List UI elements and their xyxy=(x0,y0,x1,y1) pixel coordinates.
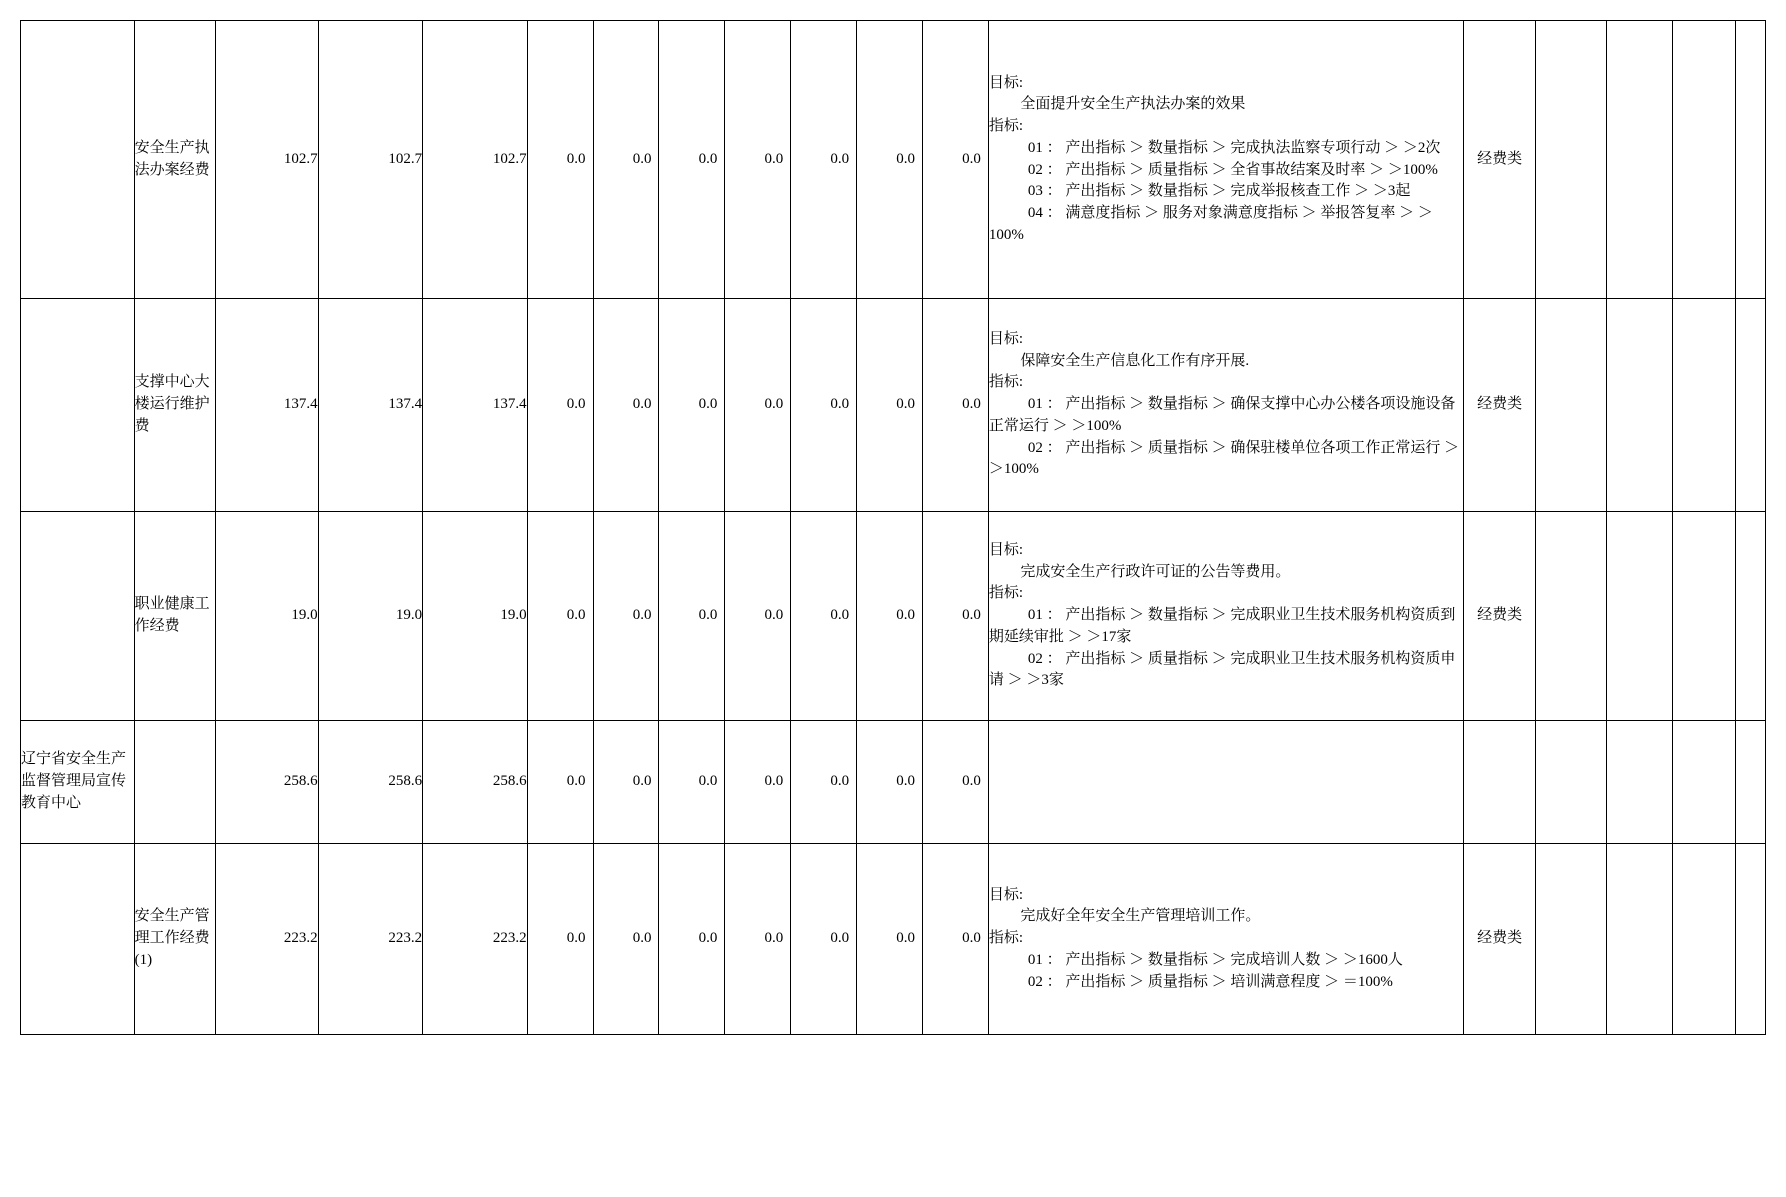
amount-cell: 0.0 xyxy=(791,512,857,721)
amount-cell: 0.0 xyxy=(593,512,659,721)
extra-cell xyxy=(1672,512,1736,721)
indicator-item: 02 ： 产出指标 ＞ 质量指标 ＞ 培训满意程度 ＞ ＝100% xyxy=(1027,973,1393,990)
extra-cell xyxy=(1536,299,1606,512)
amount-cell: 0.0 xyxy=(857,721,923,844)
extra-cell xyxy=(1736,21,1766,299)
amount-cell: 0.0 xyxy=(791,721,857,844)
amount-cell: 0.0 xyxy=(659,299,725,512)
project-cell: 安全生产执法办案经费 xyxy=(134,21,216,299)
org-cell xyxy=(21,21,135,299)
amount-cell: 0.0 xyxy=(659,721,725,844)
amount-cell: 0.0 xyxy=(725,512,791,721)
org-cell xyxy=(21,512,135,721)
table-row xyxy=(21,21,1766,299)
amount-cell: 0.0 xyxy=(791,844,857,1035)
indicator-item: 04 ： 满意度指标 ＞ 服务对象满意度指标 ＞ 举报答复率 ＞ ＞100% xyxy=(988,205,1433,243)
indicator-cell xyxy=(988,844,1463,1035)
indicator-cell xyxy=(988,721,1463,844)
table-body xyxy=(21,21,1766,1035)
project-cell: 安全生产管理工作经费(1) xyxy=(134,844,216,1035)
amount-cell: 223.2 xyxy=(318,844,423,1035)
amount-cell: 0.0 xyxy=(725,299,791,512)
amount-cell: 223.2 xyxy=(423,844,528,1035)
amount-cell: 137.4 xyxy=(216,299,318,512)
org-cell: 辽宁省安全生产监督管理局宣传教育中心 xyxy=(21,721,135,844)
type-cell: 经费类 xyxy=(1463,299,1536,512)
project-cell xyxy=(134,721,216,844)
extra-cell xyxy=(1606,721,1672,844)
budget-table xyxy=(20,20,1766,1035)
amount-cell: 258.6 xyxy=(423,721,528,844)
extra-cell xyxy=(1606,512,1672,721)
amount-cell: 0.0 xyxy=(527,844,593,1035)
extra-cell xyxy=(1536,512,1606,721)
goal-label: 目标: xyxy=(988,886,1024,903)
amount-cell: 258.6 xyxy=(216,721,318,844)
amount-cell: 137.4 xyxy=(423,299,528,512)
index-label: 指标: xyxy=(988,118,1024,134)
extra-cell xyxy=(1606,21,1672,299)
extra-cell xyxy=(1536,721,1606,844)
amount-cell: 0.0 xyxy=(923,21,989,299)
indicator-item: 01 ： 产出指标 ＞ 数量指标 ＞ 完成职业卫生技术服务机构资质到期延续审批 ＞ ＞17家 xyxy=(988,607,1456,645)
extra-cell xyxy=(1606,299,1672,512)
goal-text: 完成安全生产行政许可证的公告等费用。 xyxy=(1020,563,1291,580)
index-label: 指标: xyxy=(988,585,1024,602)
amount-cell: 0.0 xyxy=(659,512,725,721)
amount-cell: 0.0 xyxy=(725,21,791,299)
index-label: 指标: xyxy=(988,374,1024,391)
amount-cell: 19.0 xyxy=(216,512,318,721)
indicator-item: 01 ： 产出指标 ＞ 数量指标 ＞ 确保支撑中心办公楼各项设施设备正常运行 ＞ ＞100% xyxy=(988,396,1456,434)
goal-text: 保障安全生产信息化工作有序开展. xyxy=(1020,352,1250,369)
type-cell xyxy=(1463,721,1536,844)
indicator-cell xyxy=(988,21,1463,299)
goal-text: 完成好全年安全生产管理培训工作。 xyxy=(1020,908,1261,925)
amount-cell: 137.4 xyxy=(318,299,423,512)
amount-cell: 223.2 xyxy=(216,844,318,1035)
indicator-item: 01 ： 产出指标 ＞ 数量指标 ＞ 完成执法监察专项行动 ＞ ＞2次 xyxy=(1027,139,1441,156)
goal-label: 目标: xyxy=(988,541,1024,558)
amount-cell: 0.0 xyxy=(593,844,659,1035)
amount-cell: 0.0 xyxy=(593,299,659,512)
amount-cell: 258.6 xyxy=(318,721,423,844)
type-cell: 经费类 xyxy=(1463,844,1536,1035)
amount-cell: 0.0 xyxy=(923,299,989,512)
type-cell: 经费类 xyxy=(1463,21,1536,299)
amount-cell: 0.0 xyxy=(593,721,659,844)
extra-cell xyxy=(1672,299,1736,512)
extra-cell xyxy=(1672,844,1736,1035)
amount-cell: 102.7 xyxy=(423,21,528,299)
table-row xyxy=(21,512,1766,721)
extra-cell xyxy=(1606,844,1672,1035)
amount-cell: 0.0 xyxy=(923,844,989,1035)
org-cell xyxy=(21,844,135,1035)
project-cell: 支撑中心大楼运行维护费 xyxy=(134,299,216,512)
extra-cell xyxy=(1736,721,1766,844)
amount-cell: 0.0 xyxy=(923,721,989,844)
amount-cell: 0.0 xyxy=(527,512,593,721)
amount-cell: 0.0 xyxy=(791,21,857,299)
indicator-item: 01 ： 产出指标 ＞ 数量指标 ＞ 完成培训人数 ＞ ＞1600人 xyxy=(1027,951,1403,968)
extra-cell xyxy=(1736,299,1766,512)
goal-label: 目标: xyxy=(988,330,1024,347)
extra-cell xyxy=(1736,512,1766,721)
amount-cell: 0.0 xyxy=(527,721,593,844)
project-cell: 职业健康工作经费 xyxy=(134,512,216,721)
org-cell xyxy=(21,299,135,512)
amount-cell: 0.0 xyxy=(725,721,791,844)
amount-cell: 102.7 xyxy=(216,21,318,299)
amount-cell: 19.0 xyxy=(423,512,528,721)
amount-cell: 0.0 xyxy=(659,21,725,299)
indicator-item: 02 ： 产出指标 ＞ 质量指标 ＞ 确保驻楼单位各项工作正常运行 ＞ ＞100% xyxy=(988,439,1460,478)
amount-cell: 0.0 xyxy=(857,844,923,1035)
extra-cell xyxy=(1672,21,1736,299)
indicator-cell xyxy=(988,512,1463,721)
amount-cell: 0.0 xyxy=(923,512,989,721)
extra-cell xyxy=(1736,844,1766,1035)
goal-text: 全面提升安全生产执法办案的效果 xyxy=(1020,96,1246,113)
goal-label: 目标: xyxy=(988,74,1024,91)
type-cell: 经费类 xyxy=(1463,512,1536,721)
amount-cell: 0.0 xyxy=(857,512,923,721)
index-label: 指标: xyxy=(988,930,1024,947)
amount-cell: 19.0 xyxy=(318,512,423,721)
amount-cell: 0.0 xyxy=(791,299,857,512)
table-row xyxy=(21,299,1766,512)
amount-cell: 0.0 xyxy=(593,21,659,299)
extra-cell xyxy=(1672,721,1736,844)
indicator-item: 02 ： 产出指标 ＞ 质量指标 ＞ 全省事故结案及时率 ＞ ＞100% xyxy=(1027,161,1438,178)
extra-cell xyxy=(1536,21,1606,299)
amount-cell: 0.0 xyxy=(527,21,593,299)
amount-cell: 0.0 xyxy=(857,21,923,299)
indicator-item: 03 ： 产出指标 ＞ 数量指标 ＞ 完成举报核查工作 ＞ ＞3起 xyxy=(1027,183,1411,200)
extra-cell xyxy=(1536,844,1606,1035)
amount-cell: 102.7 xyxy=(318,21,423,299)
indicator-item: 02 ： 产出指标 ＞ 质量指标 ＞ 完成职业卫生技术服务机构资质申请 ＞ ＞3家 xyxy=(988,650,1456,689)
table-row xyxy=(21,844,1766,1035)
indicator-cell xyxy=(988,299,1463,512)
amount-cell: 0.0 xyxy=(659,844,725,1035)
table-row xyxy=(21,721,1766,844)
amount-cell: 0.0 xyxy=(725,844,791,1035)
amount-cell: 0.0 xyxy=(857,299,923,512)
amount-cell: 0.0 xyxy=(527,299,593,512)
